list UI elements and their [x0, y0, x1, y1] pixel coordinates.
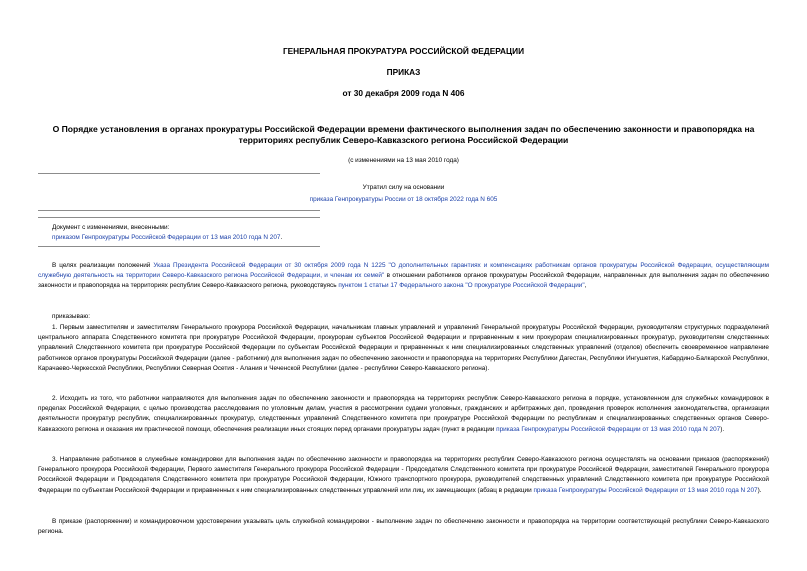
divider-4 [38, 246, 320, 247]
document-title: О Порядке установления в органах прокуратуры Российской Федерации времени фактического выполнения задач по обеспечению законности и правопорядка на территориях республик Северо-Кавказского региона Российской Федерации [52, 124, 755, 145]
paragraph-2-link[interactable]: приказа Генпрокуратуры Российской Федерации от 13 мая 2010 года N 207 [496, 425, 721, 433]
divider-1 [38, 173, 320, 174]
preamble-text-3: , [584, 282, 587, 290]
paragraph-4: В приказе (распоряжении) и командировочном удостоверении указывать цель служебной командировки - выполнение задач по обеспечению законности и правопорядка на территории соответствующей республики Северо-Кавказского региона. [38, 518, 769, 536]
changes-text: Документ с изменениями, внесенными: [52, 224, 170, 231]
preamble-text-2: в отношении работников органов прокуратуры Российской Федерации, направленных для выполнения задач по обеспечению законности и правопорядка на территориях республик Северо-Кавказского региона, руководствуясь [38, 272, 769, 290]
paragraph-1: 1. Первым заместителям и заместителям Генерального прокурора Российской Федерации, начальникам главных управлений и управлений Генеральной прокуратуры Российской Федерации, руководителям структурных подразделений центрального аппарата Следственного комитета при прокуратуре Российской Федерации, прокурорам субъектов Российской Федерации и приравненным к ним прокурорам специализированных прокуратур, руководителям следственных управлений Следственного комитета при прокуратуре Российской Федерации по субъектам Российской Федерации и приравненных к ним специализированных следственных управлений (отделов) обеспечить своевременное направление работников органов прокуратуры Российской Федерации (далее - работники) для выполнения задач по обеспечению законности и правопорядка на территориях Республики Дагестан, Республики Ингушетия, Кабардино-Балкарской Республики, Карачаево-Черкесской Республики, Республики Северная Осетия - Алания и Чеченской Республики (далее - республики Северо-Кавказского региона). [38, 324, 769, 372]
paragraph-2 [38, 394, 769, 435]
divider-2 [38, 210, 320, 211]
changes-note [52, 223, 282, 242]
divider-3 [38, 217, 320, 218]
paragraph-2-text: 2. Исходить из того, что работники направляются для выполнения задач по обеспечению законности и правопорядка на территориях республик Северо-Кавказского региона в порядке, установленном для служебных командировок в пределах Российской Федерации, с целью производства расследования по уголовным делам, участия в рассмотрении судами уголовных, гражданских и арбитражных дел, проведения проверок исполнения законодательства, организации деятельности прокуратур республик, специализированных прокуратур, следственных управлений Следственного комитета при прокуратуре Российской Федерации по республикам и специализированных следственных органов Северо-Кавказского региона и оказания им практической помощи, обеспечения реализации иных стоящих перед органами прокуратуры задач (пункт в редакции [38, 395, 769, 433]
decree-link[interactable]: Указа Президента Российской Федерации от 30 октября 2009 года N 1225 "О дополнительных гарантиях и компенсациях работникам органов прокуратуры Российской Федерации, осуществляющим служебную деятельность на территории Северо-Кавказского региона Российской Федерации, и членам их семей" [38, 262, 770, 280]
paragraph-3-link[interactable]: приказа Генпрокуратуры Российской Федерации от 13 мая 2010 года N 207 [533, 486, 758, 494]
order-word: приказываю: [52, 313, 90, 320]
amendment-note: (с изменениями на 13 мая 2010 года) [348, 157, 459, 164]
lost-force-link[interactable]: приказа Генпрокуратуры России от 18 октября 2022 года N 605 [309, 196, 498, 203]
preamble-text-1: В целях реализации положений [52, 262, 154, 269]
changes-link-line [52, 233, 282, 243]
lost-force-text: Утратил силу на основании [362, 184, 445, 191]
changes-tail: . [280, 233, 283, 241]
paragraph-3 [38, 455, 769, 496]
paragraph-2-tail: ). [720, 425, 725, 433]
law-link[interactable]: пунктом 1 статьи 17 Федерального закона "О прокуратуре Российской Федерации" [338, 282, 585, 290]
paragraph-3-tail: ). [757, 486, 762, 494]
preamble-paragraph [38, 261, 769, 292]
doc-type-heading: ПРИКАЗ [386, 67, 421, 77]
date-number-heading: от 30 декабря 2009 года N 406 [342, 88, 465, 98]
org-heading: ГЕНЕРАЛЬНАЯ ПРОКУРАТУРА РОССИЙСКОЙ ФЕДЕРАЦИИ [282, 46, 525, 56]
changes-link[interactable]: приказом Генпрокуратуры Российской Федерации от 13 мая 2010 года N 207 [52, 233, 281, 241]
paragraph-3-text: 3. Направление работников в служебные командировки для выполнения задач по обеспечению законности и правопорядка на территориях республик Северо-Кавказского региона осуществлять на основании приказов (распоряжений) Генерального прокурора Российской Федерации, Первого заместителя Генерального прокурора Российской Федерации - Председателя Следственного комитета при прокуратуре Российской Федерации, заместителей Генерального прокурора Российской Федерации и Председателя Следственного комитета при прокуратуре Российской Федерации, Южного транспортного прокурора, руководителей следственных управлений Следственного комитета при прокуратуре Российской Федерации по субъектам Российской Федерации и приравненных к ним специализированных следственных управлений или лиц, их замещающих (абзац в редакции [38, 456, 769, 494]
